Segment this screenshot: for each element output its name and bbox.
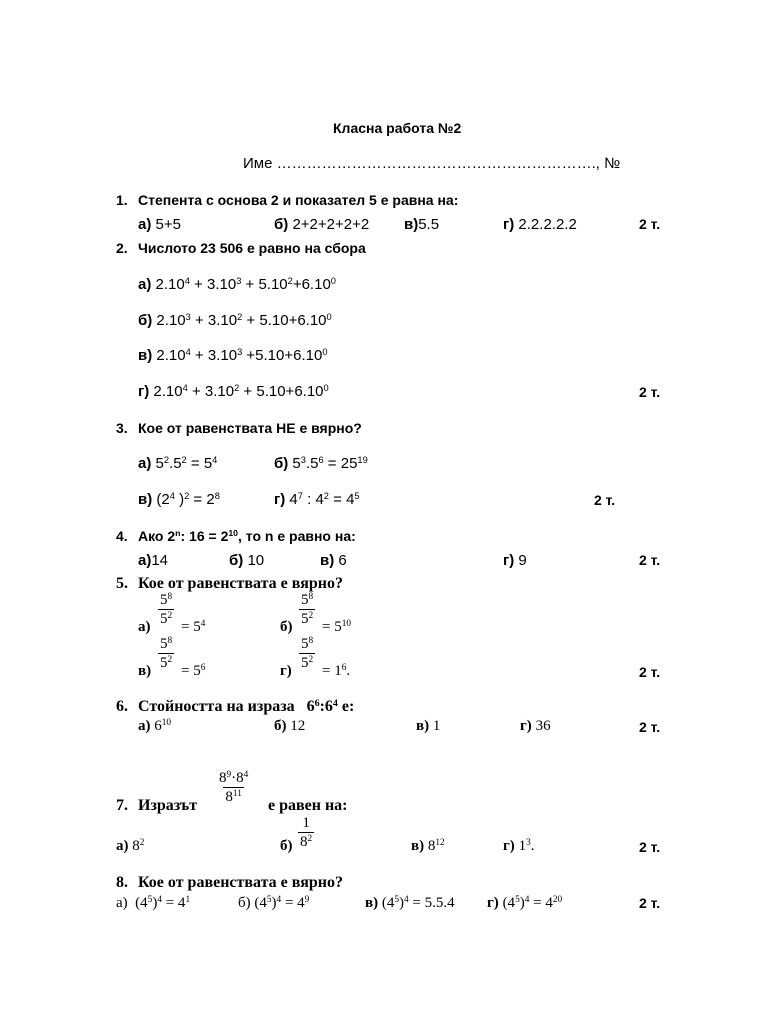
q7-points: 2 т.	[639, 839, 661, 855]
q7-number: 7.	[116, 797, 128, 814]
q8-option-a: а) $(4^5)^4 = 4^1$	[116, 894, 191, 911]
q6-option-v: в) 1	[416, 718, 441, 734]
q4-option-a: а)14	[138, 552, 169, 569]
q6-text: Стойността на израза $6^6:6^4$ е:	[138, 697, 355, 715]
q5-option-g-label: г)	[280, 663, 292, 679]
q5-option-g-result: = $1^6$.	[322, 662, 351, 679]
q4-option-g: г) 9	[503, 552, 527, 569]
q5-points: 2 т.	[639, 664, 661, 680]
q6-number: 6.	[116, 698, 128, 715]
q2-points: 2 т.	[639, 384, 661, 400]
q5-option-b-result: = $5^{10}$	[322, 618, 352, 635]
q5-option-a-result: = $5^4$	[181, 618, 206, 635]
q3-option-v: в) ($2^4$ )$^2 = 2^8$	[138, 490, 220, 508]
q3-number: 3.	[116, 420, 128, 436]
q7-option-v: в) $8^{12}$	[411, 837, 445, 854]
q7-text: Изразът	[138, 797, 198, 814]
q2-text: Числото 23 506 е равно на сбора	[138, 240, 366, 256]
q5-text: Кое от равенствата е вярно?	[138, 575, 343, 592]
name-line: Име ………………………………………………………., №	[243, 155, 621, 172]
page-title: Класна работа №2	[333, 120, 462, 136]
q1-option-g: г) 2.2.2.2.2	[503, 216, 577, 233]
q5-option-v-result: = $5^6$	[181, 662, 206, 679]
q5-number: 5.	[116, 575, 128, 592]
q8-text: Кое от равенствата е вярно?	[138, 874, 343, 891]
q5-option-b-fraction: $\frac{5^8}{5^2}$	[301, 591, 314, 627]
q7-option-g: г) $1^3$.	[503, 837, 535, 854]
q2-option-b: б) $2.10^3 + 3.10^2 + 5.10+6.10^0$	[138, 311, 332, 329]
q5-option-a-label: а)	[138, 619, 151, 635]
q3-option-b: б) $5^3.5^6 = 25^{19}$	[274, 454, 368, 472]
q2-option-g: г) $2.10^4 + 3.10^2 + 5.10+6.10^0$	[138, 382, 329, 400]
q1-number: 1.	[116, 192, 128, 208]
q5-option-b-label: б)	[280, 619, 293, 635]
q8-option-v: в) $(4^5)^4 = 5.5.4$	[365, 894, 455, 911]
q5-option-a-fraction: $\frac{5^8}{5^2}$	[160, 591, 173, 627]
q8-number: 8.	[116, 874, 128, 891]
q3-option-a: а) $5^2.5^2 = 5^4$	[138, 454, 218, 472]
q6-points: 2 т.	[639, 719, 661, 735]
q7-expression-fraction: $\frac{8^9\cdot 8^4}{8^{11}}$	[219, 769, 249, 805]
q4-option-v: в) 6	[320, 552, 347, 569]
q1-text: Степента с основа 2 и показател 5 е равна на:	[138, 192, 459, 208]
q7-option-a: а) $8^2$	[116, 837, 145, 854]
q7-option-b-label: б)	[280, 838, 293, 854]
q2-number: 2.	[116, 240, 128, 256]
q3-points: 2 т.	[594, 492, 616, 508]
q8-option-b: б) $(4^5)^4 = 4^9$	[238, 894, 310, 911]
q5-option-g-fraction: $\frac{5^8}{5^2}$	[301, 635, 314, 671]
q8-option-g: г) $(4^5)^4 = 4^{20}$	[487, 894, 563, 911]
q1-option-v: в)5.5	[404, 216, 440, 233]
q3-option-g: г) $4^7$ : $4^2 = 4^5$	[274, 490, 360, 508]
q5-option-v-label: в)	[138, 663, 152, 679]
q2-option-v: в) $2.10^4 + 3.10^3 +5.10+6.10^0$	[138, 346, 328, 364]
q6-option-g: г) 36	[520, 718, 551, 734]
q8-points: 2 т.	[639, 895, 661, 911]
q1-option-a: а) 5+5	[138, 216, 181, 233]
q2-option-a: а) $2.10^4 + 3.10^3 + 5.10^2+6.10^0$	[138, 275, 336, 293]
q7-suffix: е равен на:	[268, 797, 348, 814]
q4-points: 2 т.	[639, 552, 661, 568]
q7-option-b-fraction: $\frac{1}{8^2}$	[300, 815, 313, 850]
q4-option-b: б) 10	[229, 552, 265, 569]
q6-option-b: б) 12	[274, 718, 306, 734]
q5-option-v-fraction: $\frac{5^8}{5^2}$	[160, 635, 173, 671]
q1-option-b: б) 2+2+2+2+2	[274, 216, 370, 233]
q4-number: 4.	[116, 528, 128, 544]
q3-text: Кое от равенствата НЕ е вярно?	[138, 420, 362, 436]
q4-text: Ако 2$^n$: $16 = 2^{10}$, то n е равно на:	[138, 528, 356, 544]
q1-points: 2 т.	[639, 216, 661, 232]
q6-option-a: а) $6^{10}$	[138, 717, 172, 734]
